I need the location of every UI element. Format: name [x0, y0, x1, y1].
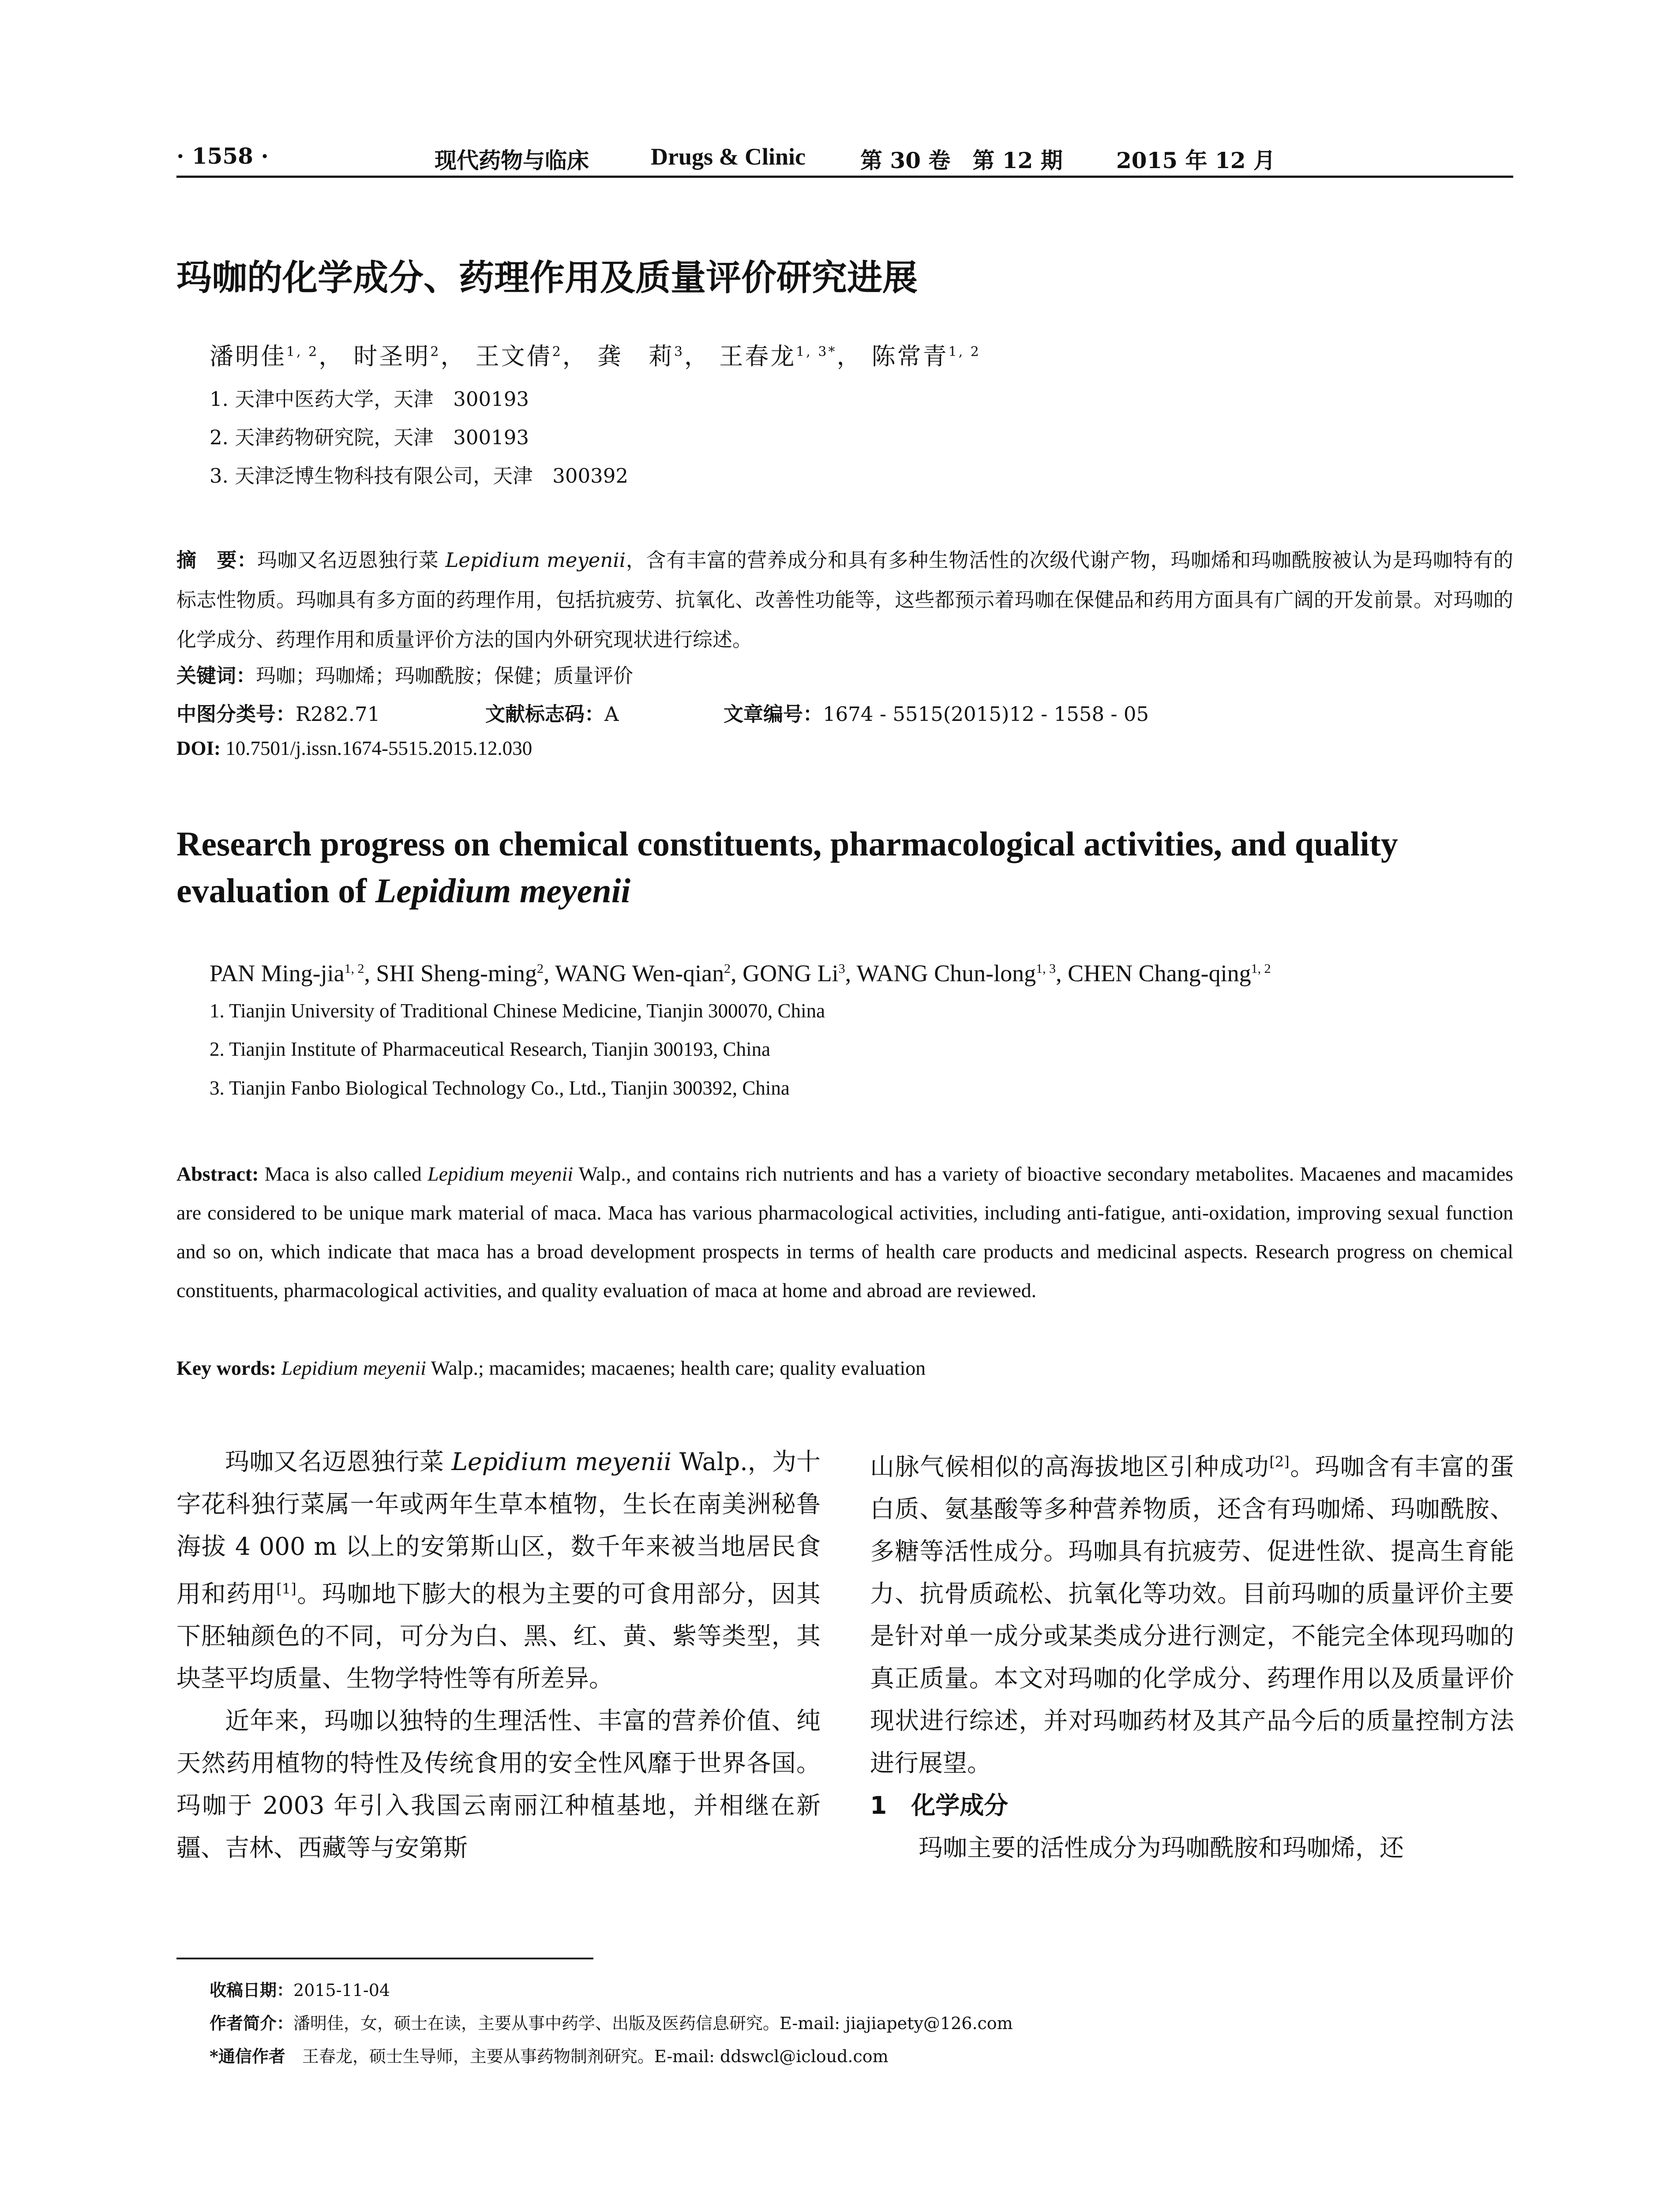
- article-number-value: 1674 - 5515(2015)12 - 1558 - 05: [823, 702, 1149, 726]
- author-name: 王春龙: [719, 342, 796, 370]
- footnote-received: 收稿日期：2015-11-04: [210, 1980, 390, 2000]
- author-name: PAN Ming-jia: [210, 960, 345, 987]
- author-name: 时圣明: [353, 342, 431, 370]
- author-affil-sup: 3: [838, 961, 845, 976]
- author-affil-sup: 1, 2: [344, 961, 364, 976]
- author-name: SHI Sheng-ming: [376, 960, 537, 987]
- author-affil-sup: 1, 2: [1251, 961, 1271, 976]
- abstract-cn: [176, 540, 1513, 660]
- clc-label: 中图分类号：: [176, 702, 296, 726]
- footnote-corresponding: *通信作者 王春龙，硕士生导师，主要从事药物制剂研究。E-mail: ddswcl@icloud.com: [210, 2046, 889, 2066]
- page-number: · 1558 ·: [176, 143, 269, 169]
- title-cn: 玛咖的化学成分、药理作用及质量评价研究进展: [176, 257, 918, 298]
- authors-en: PAN Ming-jia$^{1, 2}$, SHI Sheng-ming$^2$, WANG Wen-qian$^2$, GONG Li$^3$, WANG Chun-long$^{1, 3}$, CHEN Chang-qing$^{1, 2}$: [210, 960, 1271, 987]
- author-name: 龚 莉: [597, 342, 674, 370]
- affiliation-cn: 3. 天津泛博生物科技有限公司，天津 300392: [210, 464, 629, 488]
- affiliation-cn: 1. 天津中医药大学，天津 300193: [210, 387, 529, 411]
- title-en-line: evaluation of Lepidium meyenii: [176, 871, 631, 910]
- doi-value: 10.7501/j.issn.1674-5515.2015.12.030: [225, 737, 532, 759]
- author-affil-sup: 2: [537, 961, 544, 976]
- doc-code-label: 文献标志码：: [485, 702, 605, 726]
- species-name: Lepidium meyenii: [375, 871, 631, 910]
- title-en: [176, 821, 1513, 914]
- body-paragraph: 玛咖又名迈恩独行菜 Lepidium meyenii Walp.，为十字花科独行菜属一年或两年生草本植物，生长在南美洲秘鲁海拔 4 000 m 以上的安第斯山区，数千年来被当地居民食用和药用[1]。玛咖地下膨大的根为主要的可食用部分，因其下胚轴颜色的不同，可分为白、黑、红、黄、紫等类型，其块茎平均质量、生物学特性等有所差异。: [176, 1448, 821, 1693]
- clc-value: R282.71: [296, 702, 380, 726]
- keywords-cn-text: 玛咖；玛咖烯；玛咖酰胺；保健；质量评价: [256, 664, 634, 687]
- author-name: 潘明佳: [210, 342, 286, 370]
- footnote-divider: [176, 1958, 593, 1959]
- journal-name-cn: 现代药物与临床: [435, 148, 589, 173]
- doi-label: DOI:: [176, 737, 221, 759]
- author-name: WANG Wen-qian: [555, 960, 724, 987]
- abstract-en: [176, 1155, 1513, 1310]
- affiliation-en: 2. Tianjin Institute of Pharmaceutical Research, Tianjin 300193, China: [210, 1038, 771, 1060]
- species-name: Lepidium meyenii: [451, 1448, 672, 1476]
- authors-cn: 潘明佳$^{1, 2}$， 时圣明$^2$， 王文倩$^2$， 龚 莉$^3$， 王春龙$^{1, 3*}$， 陈常青$^{1, 2}$: [210, 342, 981, 370]
- author-name: 陈常青: [871, 342, 949, 370]
- article-number-label: 文章编号：: [724, 702, 823, 726]
- species-name: Lepidium meyenii: [445, 548, 626, 572]
- running-header: [176, 140, 1513, 178]
- body-paragraph: 近年来，玛咖以独特的生理活性、丰富的营养价值、纯天然药用植物的特性及传统食用的安全性风靡于世界各国。玛咖于 2003 年引入我国云南丽江种植基地，并相继在新疆、吉林、西藏等与安第斯: [176, 1707, 821, 1862]
- author-name: GONG Li: [742, 960, 839, 987]
- author-affil-sup: 1, 3*: [796, 344, 837, 360]
- author-name: WANG Chun-long: [856, 960, 1036, 987]
- abstract-cn-text: 玛咖又名迈恩独行菜: [257, 548, 446, 572]
- abstract-en-text: Maca is also called: [259, 1163, 428, 1185]
- abstract-cn-label: 摘 要：: [176, 548, 257, 572]
- author-affil-sup: 2: [430, 344, 441, 360]
- species-name: Lepidium meyenii: [281, 1357, 426, 1379]
- keywords-en-text: Walp.; macamides; macaenes; health care; quality evaluation: [426, 1357, 926, 1379]
- section-heading: 1 化学成分: [870, 1791, 1009, 1820]
- species-name: Lepidium meyenii: [428, 1163, 574, 1185]
- body-column-left: [176, 1441, 821, 1869]
- author-affil-sup: 1, 2: [286, 344, 319, 360]
- volume-issue: 第 30 卷 第 12 期: [860, 147, 1063, 173]
- abstract-en-label: Abstract:: [176, 1163, 259, 1185]
- author-affil-sup: 1, 2: [948, 344, 981, 360]
- keywords-cn-label: 关键词：: [176, 664, 256, 687]
- doc-code: [485, 698, 619, 727]
- body-paragraph: 玛咖主要的活性成分为玛咖酰胺和玛咖烯，还: [919, 1834, 1404, 1862]
- abstract-cn-text: ，含有丰富的营养成分和具有多种生物活性的次级代谢产物，玛咖烯和玛咖酰胺被认为是玛咖特有的标志性物质。玛咖具有多方面的药理作用，包括抗疲劳、抗氧化、改善性功能等，这些都预示着玛咖在保健品和药用方面具有广阔的开发前景。对玛咖的化学成分、药理作用和质量评价方法的国内外研究现状进行综述。: [176, 548, 1513, 651]
- author-affil-sup: 2: [552, 344, 562, 360]
- affiliation-en: 3. Tianjin Fanbo Biological Technology Co., Ltd., Tianjin 300392, China: [210, 1077, 790, 1099]
- affiliation-en: 1. Tianjin University of Traditional Chinese Medicine, Tianjin 300070, China: [210, 1000, 825, 1022]
- keywords-en: [176, 1349, 1513, 1388]
- article-number: [724, 698, 1149, 727]
- citation-ref: [2]: [1269, 1453, 1290, 1470]
- abstract-en-text: Walp., and contains rich nutrients and has a variety of bioactive secondary metabolites. Macaenes and macamides are considered to be unique mark material of maca. Maca has various pharmacological activities, including anti-fatigue, anti-oxidation, improving sexual function and so on, which indicate that maca has a broad development prospects in terms of health care products and medicinal aspects. Research progress on chemical constituents, pharmacological activities, and quality evaluation of maca at home and abroad are reviewed.: [176, 1163, 1514, 1302]
- citation-ref: [1]: [276, 1580, 296, 1597]
- author-name: CHEN Chang-qing: [1068, 960, 1251, 987]
- body-column-right: [870, 1441, 1514, 1869]
- author-affil-sup: 2: [724, 961, 731, 976]
- title-en-line: Research progress on chemical constituents, pharmacological activities, and quality: [176, 825, 1398, 863]
- body-paragraph: 山脉气候相似的高海拔地区引种成功[2]。玛咖含有丰富的蛋白质、氨基酸等多种营养物质，还含有玛咖烯、玛咖酰胺、多糖等活性成分。玛咖具有抗疲劳、促进性欲、提高生育能力、抗骨质疏松、抗氧化等功效。目前玛咖的质量评价主要是针对单一成分或某类成分进行测定，不能完全体现玛咖的真正质量。本文对玛咖的化学成分、药理作用以及质量评价现状进行综述，并对玛咖药材及其产品今后的质量控制方法进行展望。: [870, 1452, 1514, 1778]
- author-name: 王文倩: [475, 342, 552, 370]
- issue-date: 2015 年 12 月: [1116, 147, 1275, 173]
- classification-line: [176, 698, 380, 727]
- author-affil-sup: 1, 3: [1036, 961, 1056, 976]
- doi: [176, 737, 532, 760]
- footnote-author: 作者简介：潘明佳，女，硕士在读，主要从事中药学、出版及医药信息研究。E-mail: jiajiapety@126.com: [210, 2013, 1013, 2033]
- affiliation-cn: 2. 天津药物研究院，天津 300193: [210, 426, 529, 449]
- doc-code-value: A: [604, 702, 619, 726]
- keywords-en-label: Key words:: [176, 1357, 277, 1379]
- journal-name-en: Drugs & Clinic: [651, 143, 806, 170]
- keywords-cn: [176, 660, 633, 688]
- author-affil-sup: 3: [674, 344, 685, 360]
